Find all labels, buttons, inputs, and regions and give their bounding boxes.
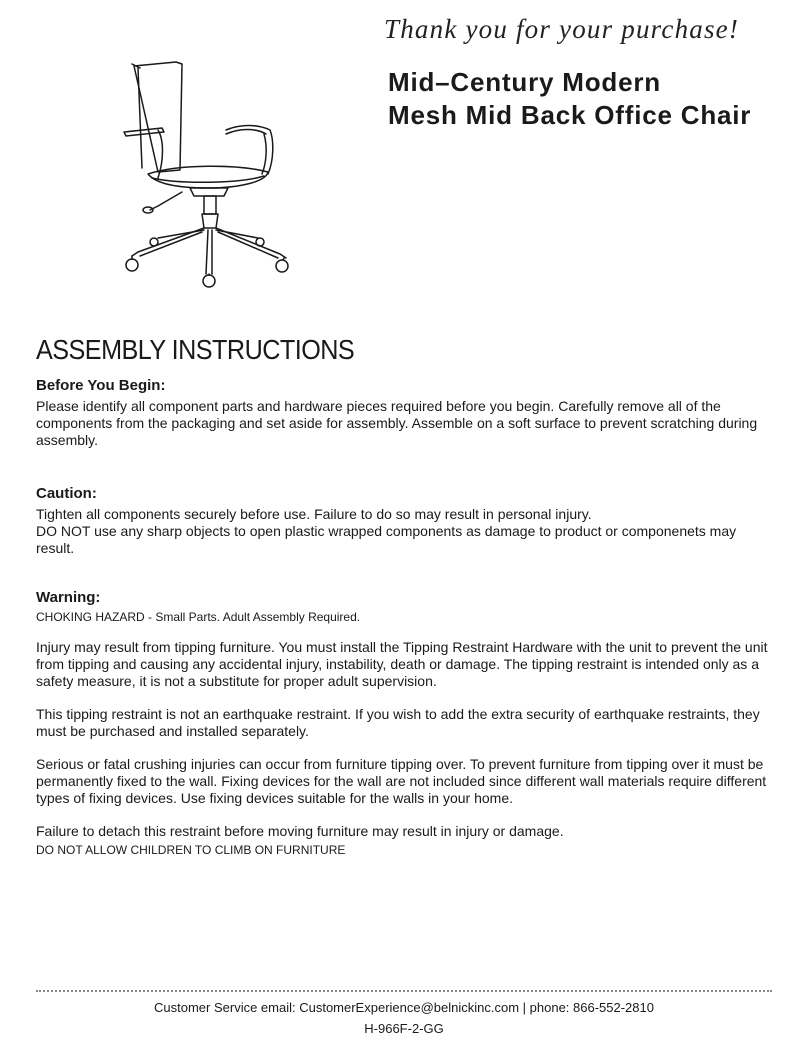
earthquake-paragraph: This tipping restraint is not an earthquake restraint. If you wish to add the extra security of earthquake restraints, they must be purchased and installed separately. xyxy=(36,706,760,739)
customer-service-contact: Customer Service email: CustomerExperience@belnickinc.com | phone: 866-552-2810 xyxy=(154,1000,654,1015)
product-title-line-1: Mid–Century Modern xyxy=(388,67,661,97)
model-number: H-966F-2-GG xyxy=(364,1021,444,1036)
office-chair-illustration xyxy=(118,60,298,290)
choking-hazard-text: CHOKING HAZARD - Small Parts. Adult Assembly Required. xyxy=(36,610,361,624)
caution-line-2: DO NOT use any sharp objects to open plastic wrapped components as damage to product or componenets may result. xyxy=(36,523,737,556)
product-title-line-2: Mesh Mid Back Office Chair xyxy=(388,100,752,130)
warning-section xyxy=(36,589,778,858)
tipping-injury-paragraph: Injury may result from tipping furniture. You must install the Tipping Restraint Hardware with the unit to prevent the unit from tipping and causing any accidental injury, instability, death or damage. The tipping restraint is intended only as a safety measure, it is not a substitute for proper adult supervision. xyxy=(36,639,768,689)
detach-restraint-paragraph: Failure to detach this restraint before moving furniture may result in injury or damage. xyxy=(36,823,564,839)
before-you-begin-section xyxy=(36,377,778,449)
caution-section xyxy=(36,485,778,557)
footer-divider xyxy=(36,990,772,992)
thank-you-message: Thank you for your purchase! xyxy=(384,14,740,44)
caution-line-1: Tighten all components securely before use. Failure to do so may result in personal injury. xyxy=(36,506,592,522)
before-you-begin-title: Before You Begin: xyxy=(36,377,166,394)
caution-title: Caution: xyxy=(36,485,97,502)
no-climbing-warning: DO NOT ALLOW CHILDREN TO CLIMB ON FURNITURE xyxy=(36,843,346,857)
before-you-begin-text: Please identify all component parts and hardware pieces required before you begin. Carefully remove all of the components from the packaging and set aside for assembly. Assemble on a soft surface to prevent scratching during assembly. xyxy=(36,398,758,448)
product-title xyxy=(388,66,798,132)
crushing-injury-paragraph: Serious or fatal crushing injuries can occur from furniture tipping over. To prevent furniture from tipping over it must be permanently fixed to the wall. Fixing devices for the wall are not included since different wall materials require different types of fixing devices. Use fixing devices suitable for the walls in your home. xyxy=(36,756,767,806)
warning-title: Warning: xyxy=(36,589,101,606)
assembly-instructions-heading: ASSEMBLY INSTRUCTIONS xyxy=(36,334,355,365)
